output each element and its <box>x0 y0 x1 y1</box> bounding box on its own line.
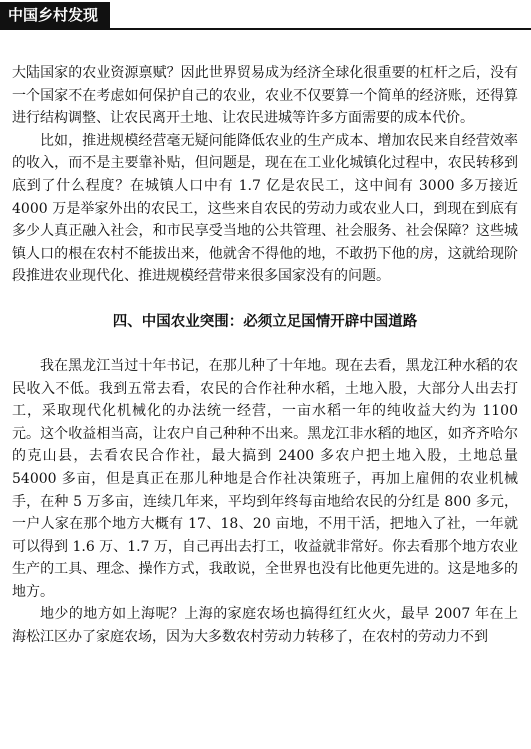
header-divider <box>0 28 531 30</box>
paragraph: 地少的地方如上海呢？上海的家庭农场也搞得红红火火，最早 2007 年在上海松江区办了家庭农场，因为大多数农村劳动力转移了，在农村的劳动力不到 <box>12 606 518 646</box>
paragraph: 比如，推进规模经营毫无疑问能降低农业的生产成本、增加农民来自经营效率的收入，而不是主要靠补贴，但问题是，现在在工业化城镇化过程中，农民转移到底到了什么程度？在城镇人口中有 1.7 亿是农民工，这中间有 3000 多万接近 4000 万是举家外出的农民工，这些来自农民的劳动力或农业人口，到现在到底有多少人真正融入社会，和市民享受当地的公共管理、社会服务、社会保障？这些城镇人口的根在农村不能拔出来，他就舍不得他的地，不敢扔下他的房，这就给现阶段推进农业现代化、推进规模经营带来很多国家没有的问题。 <box>12 132 518 285</box>
section-heading: 四、中国农业突围：必须立足国情开辟中国道路 <box>112 313 418 330</box>
section-tag: 中国乡村发现 <box>0 2 110 29</box>
paragraph: 大陆国家的农业资源禀赋？因此世界贸易成为经济全球化很重要的杠杆之后，没有一个国家不在考虑如何保护自己的农业，农业不仅要算一个简单的经济账，还得算进行结构调整、让农民离开土地、让农民进城等许多方面需要的成本代价。 <box>12 65 518 127</box>
paragraph: 我在黑龙江当过十年书记，在那儿种了十年地。现在去看，黑龙江种水稻的农民收入不低。我到五常去看，农民的合作社种水稻，土地入股，大部分人出去打工，采取现代化机械化的办法统一经营，一亩水稻一年的纯收益大约为 1100 元。这个收益相当高，让农户自己种种不出来。黑龙江非水稻的地区，如齐齐哈尔的克山县，去看农民合作社，最大搞到 2400 多农户把土地入股，土地总量 54000 多亩，但是真正在那儿种地是合作社决策班子，再加上雇佣的农业机械手，在种 5 万多亩，连续几年来，平均到年终每亩地给农民的分红是 800 多元，一户人家在那个地方大概有 17、18、20 亩地，不用干活，把地入了社，一年就可以得到 1.6 万、1.7 万，自己再出去打工，收益就非常好。你去看那个地方农业生产的工具、理念、操作方式，我敢说，全世界也没有比他更先进的。这是地多的地方。 <box>12 357 518 600</box>
page-header <box>0 0 531 34</box>
page-body <box>12 62 518 649</box>
